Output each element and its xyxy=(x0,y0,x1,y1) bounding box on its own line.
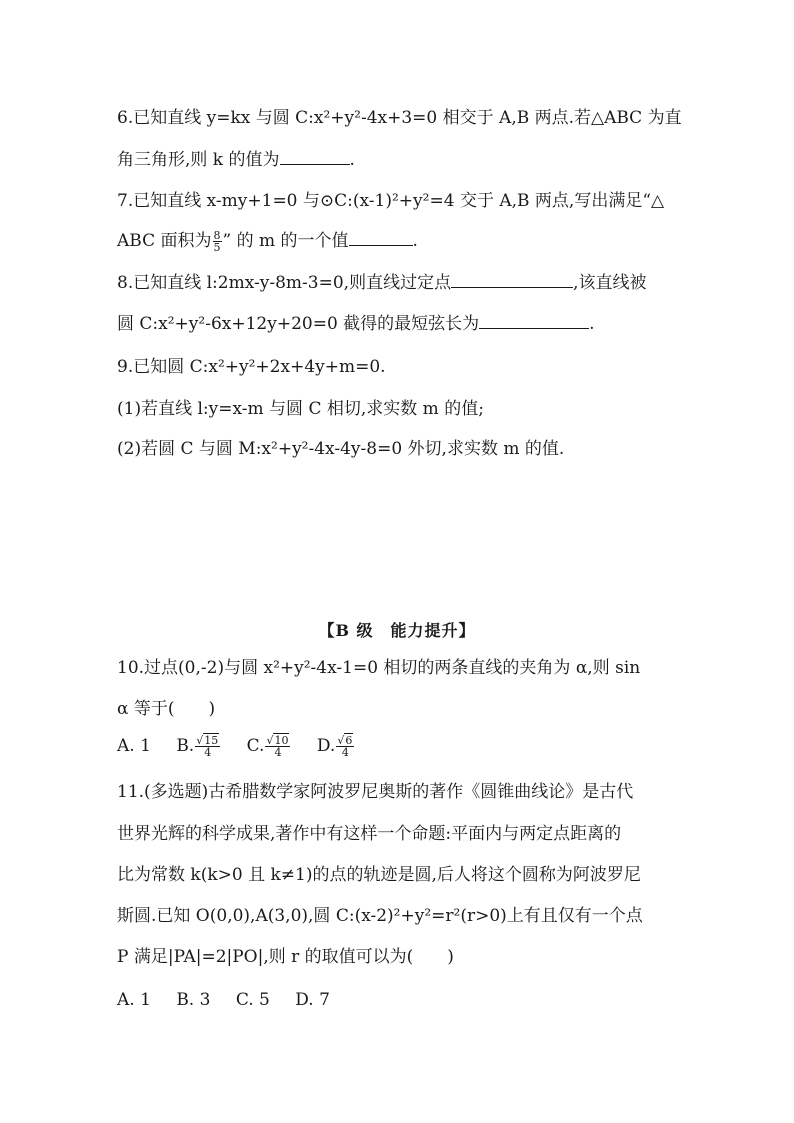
q8-line-2 xyxy=(117,312,595,336)
q7-line-2 xyxy=(117,229,418,253)
q10-choice-d-label: D. xyxy=(316,736,336,756)
q10-choices xyxy=(117,734,375,758)
q8-answer-blank-1 xyxy=(451,271,573,288)
q10-choice-b-denominator: 4 xyxy=(204,746,212,759)
q10-line-2: α 等于( ) xyxy=(117,699,216,719)
q8-line-2-end: . xyxy=(589,314,595,334)
q11-line-2: 世界光辉的科学成果,著作中有这样一个命题:平面内与两定点距离的 xyxy=(117,824,622,844)
q6-line-2-text: 角三角形,则 k 的值为 xyxy=(117,150,280,170)
q10-choice-d-fraction xyxy=(336,735,354,758)
q11-line-5: P 满足|PA|=2|PO|,则 r 的取值可以为( ) xyxy=(117,947,454,967)
q10-choice-c-fraction xyxy=(265,735,290,758)
q6-line-1: 6.已知直线 y=kx 与圆 C:x²+y²-4x+3=0 相交于 A,B 两点.若△ABC 为直 xyxy=(117,108,682,128)
q8-line-1-post: ,该直线被 xyxy=(573,273,647,293)
q8-line-1-pre: 8.已知直线 l:2mx-y-8m-3=0,则直线过定点 xyxy=(117,273,452,293)
q9-line-1: 9.已知圆 C:x²+y²+2x+4y+m=0. xyxy=(117,357,386,377)
q7-line-2-pre: ABC 面积为 xyxy=(117,231,212,251)
q10-choice-a: A. 1 xyxy=(117,736,151,756)
q7-line-2-end: . xyxy=(412,231,418,251)
q7-fraction xyxy=(213,230,222,253)
q10-choice-c-label: C. xyxy=(246,736,265,756)
q10-choice-d-radicand: 6 xyxy=(345,734,353,747)
q11-choice-b: B. 3 xyxy=(176,990,211,1010)
q6-line-2 xyxy=(117,148,355,172)
q7-line-2-post: ” 的 m 的一个值 xyxy=(222,231,349,251)
q10-choice-d-numerator: √6 xyxy=(337,734,353,747)
q11-choice-c: C. 5 xyxy=(235,990,270,1010)
q10-choice-b xyxy=(176,734,221,758)
q10-choice-d-denominator: 4 xyxy=(341,746,349,759)
q11-choice-a: A. 1 xyxy=(117,990,151,1010)
q9-line-3: (2)若圆 C 与圆 M:x²+y²-4x-4y-8=0 外切,求实数 m 的值. xyxy=(117,439,565,459)
q10-choice-c-denominator: 4 xyxy=(274,746,282,759)
q6-line-2-end: . xyxy=(349,150,355,170)
q7-fraction-denominator: 5 xyxy=(213,241,221,254)
q7-line-1: 7.已知直线 x-my+1=0 与⊙C:(x-1)²+y²=4 交于 A,B 两点,写出满足“△ xyxy=(117,191,665,211)
q7-answer-blank xyxy=(349,229,413,246)
q10-choice-c xyxy=(247,734,292,758)
q10-line-1: 10.过点(0,-2)与圆 x²+y²-4x-1=0 相切的两条直线的夹角为 α,则 sin xyxy=(117,658,641,678)
q11-choices xyxy=(117,988,350,1012)
q6-answer-blank xyxy=(280,148,350,165)
q10-choice-c-radicand: 10 xyxy=(274,734,289,747)
q11-line-1: 11.(多选题)古希腊数学家阿波罗尼奥斯的著作《圆锥曲线论》是古代 xyxy=(117,782,634,802)
q11-line-3: 比为常数 k(k>0 且 k≠1)的点的轨迹是圆,后人将这个圆称为阿波罗尼 xyxy=(117,865,641,885)
q10-choice-b-numerator: √15 xyxy=(196,734,219,747)
q10-choice-b-radicand: 15 xyxy=(204,734,219,747)
q8-line-2-pre: 圆 C:x²+y²-6x+12y+20=0 截得的最短弦长为 xyxy=(117,314,480,334)
q7-fraction-numerator: 8 xyxy=(213,229,221,242)
q10-choice-c-numerator: √10 xyxy=(266,734,289,747)
q11-choice-d: D. 7 xyxy=(295,990,330,1010)
q10-choice-b-fraction xyxy=(195,735,220,758)
q9-line-2: (1)若直线 l:y=x-m 与圆 C 相切,求实数 m 的值; xyxy=(117,399,484,419)
q8-answer-blank-2 xyxy=(479,312,589,329)
section-b-heading: 【B 级 能力提升】 xyxy=(318,621,476,640)
q10-choice-b-label: B. xyxy=(176,736,195,756)
q10-choice-d xyxy=(317,734,355,758)
q11-line-4: 斯圆.已知 O(0,0),A(3,0),圆 C:(x-2)²+y²=r²(r>0)上有且仅有一个点 xyxy=(117,906,643,926)
q8-line-1 xyxy=(117,271,646,295)
